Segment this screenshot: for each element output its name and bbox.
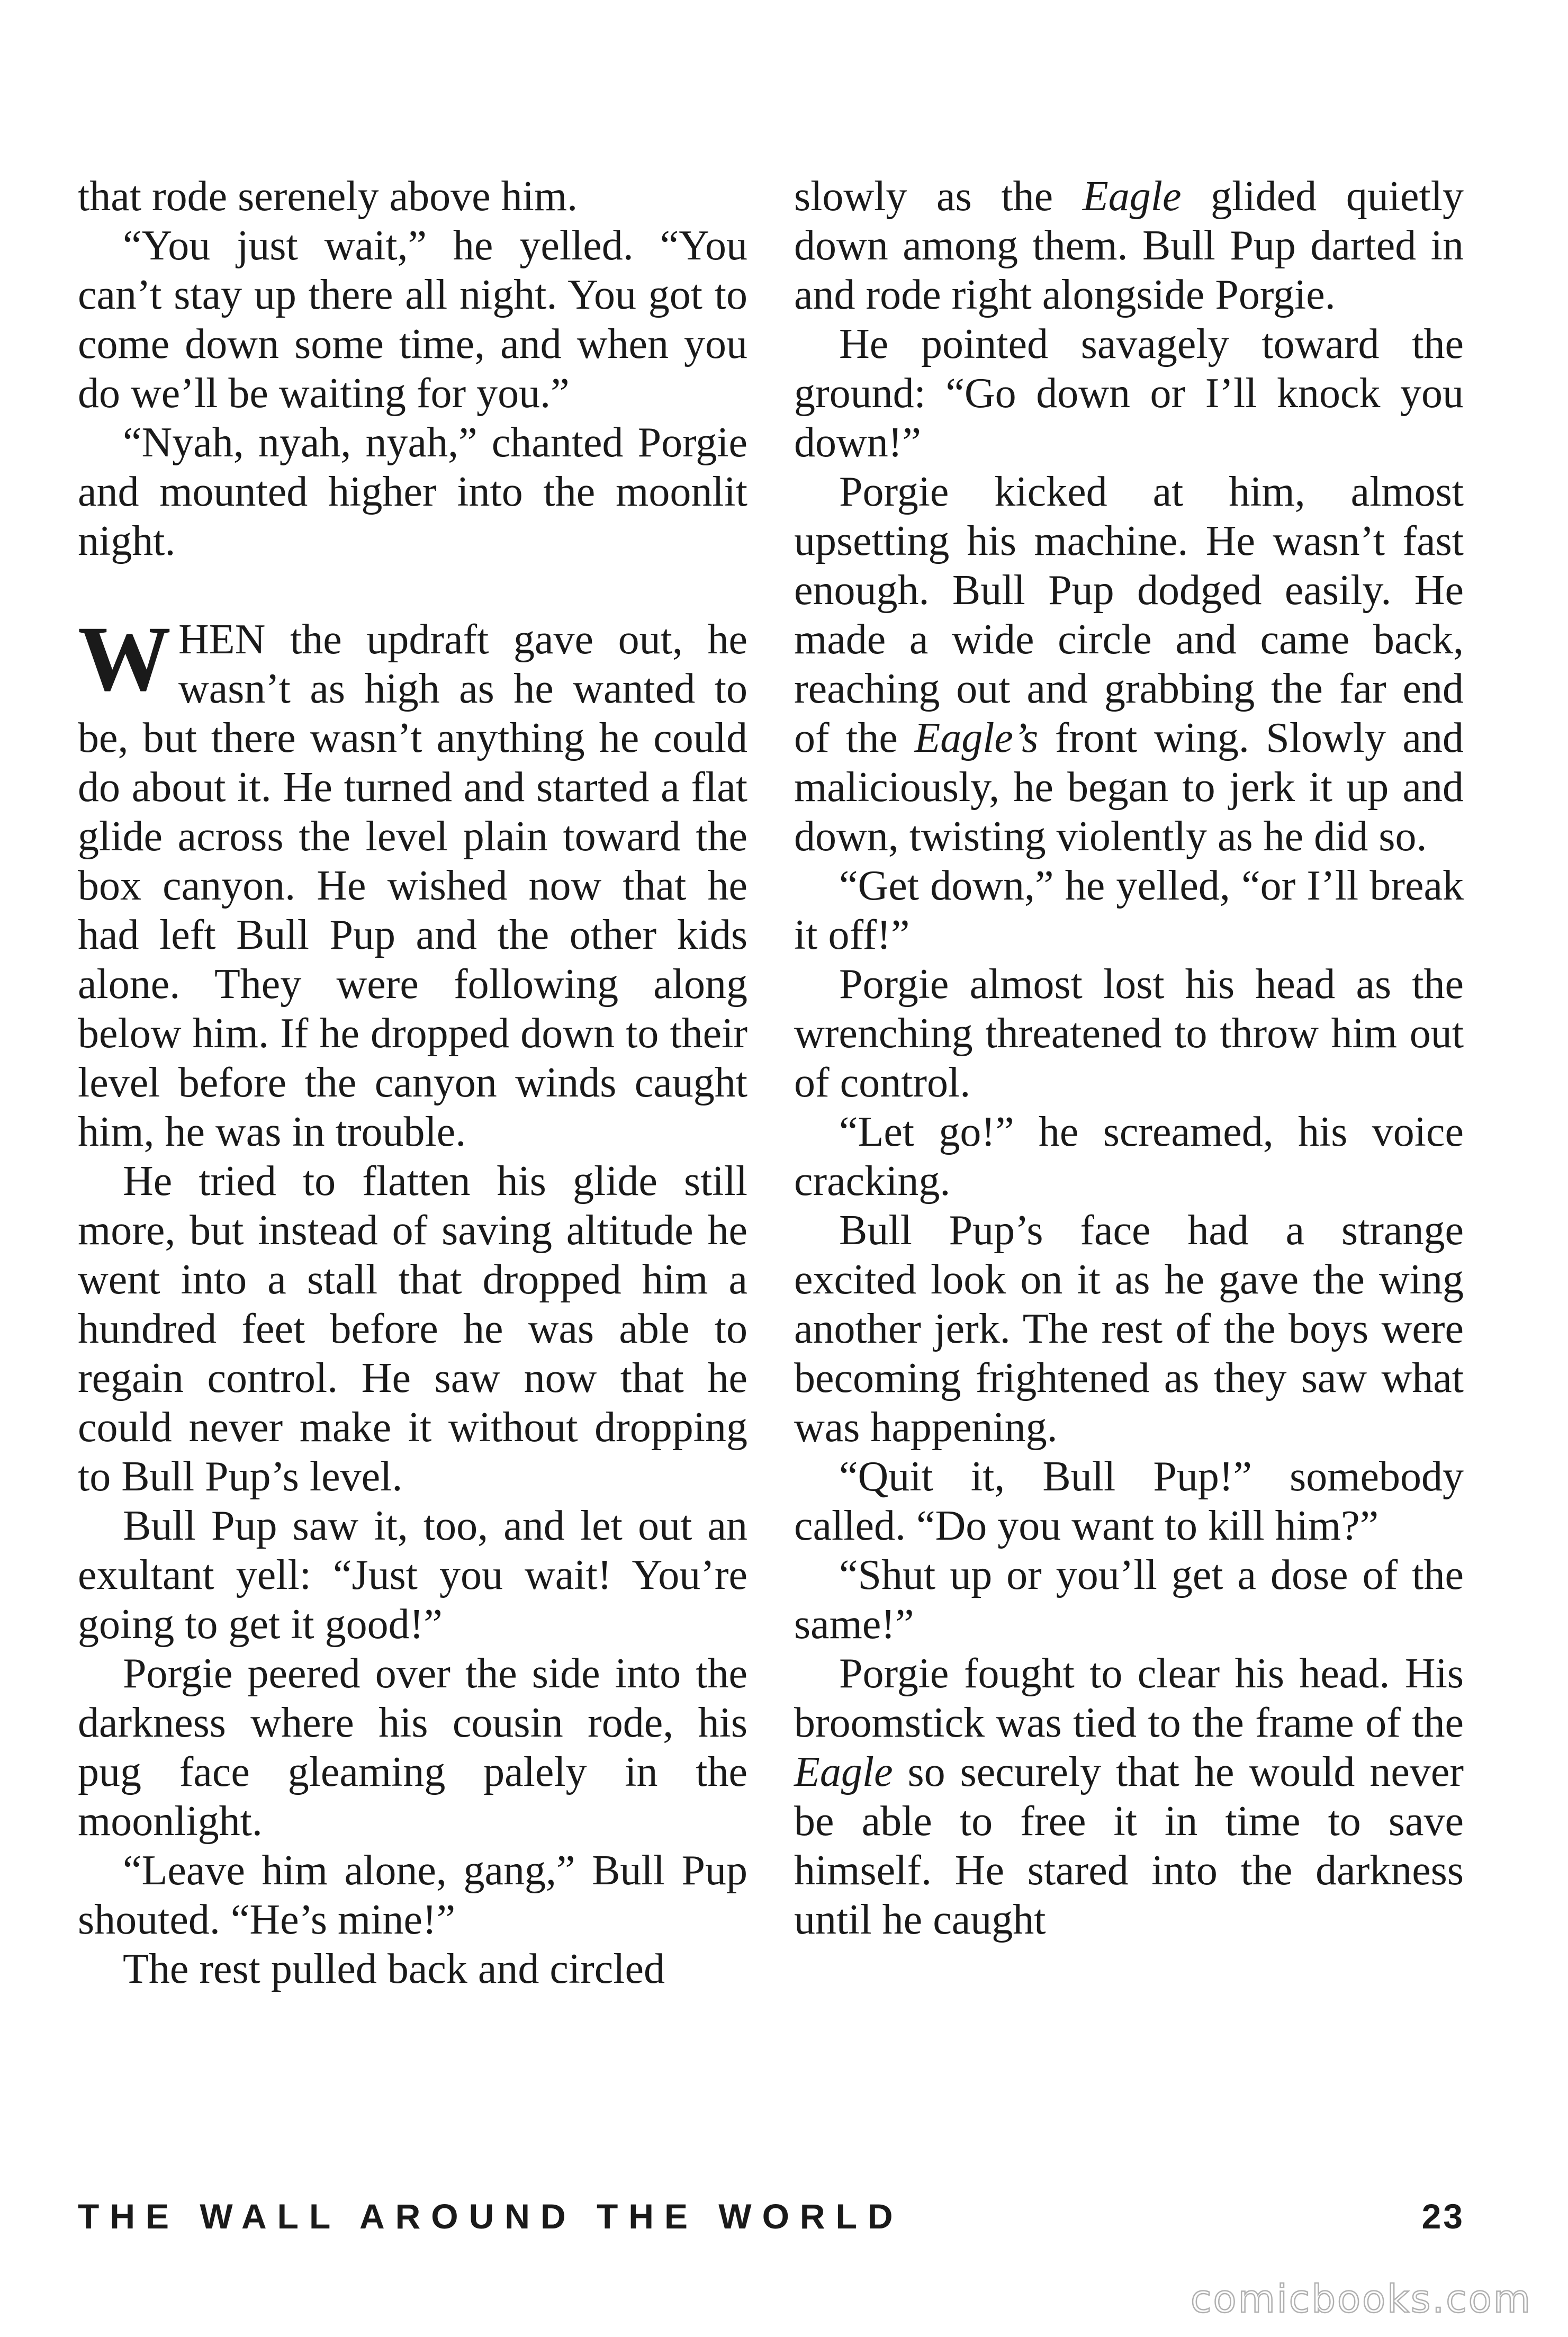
paragraph: “You just wait,” he yelled. “You can’t stay up there all night. You got to come down some time, and when you do we’ll be waiting for you.” bbox=[78, 222, 747, 417]
italic-ship-name: Eagle’s bbox=[914, 715, 1039, 761]
italic-ship-name: Eagle bbox=[794, 1749, 893, 1795]
text-run: glided quietly down among them. Bull Pup darted in and rode right alongside Porgie. bbox=[794, 173, 1464, 318]
running-footer bbox=[78, 2196, 1465, 2236]
left-column bbox=[78, 172, 747, 1994]
paragraph: He pointed savagely toward the ground: “Go down or I’ll knock you down!” bbox=[794, 321, 1464, 466]
text-run: so securely that he would never be able to free it in time to save himself. He stared into the darkness until he caught bbox=[794, 1749, 1464, 1943]
paragraph: “Shut up or you’ll get a dose of the same!” bbox=[794, 1552, 1464, 1648]
paragraph: “Leave him alone, gang,” Bull Pup shouted. “He’s mine!” bbox=[78, 1847, 747, 1943]
paragraph: Porgie almost lost his head as the wrenching threatened to throw him out of control. bbox=[794, 961, 1464, 1106]
right-column bbox=[794, 172, 1464, 1945]
text-run: Porgie kicked at him, almost upsetting his machine. He wasn’t fast enough. Bull Pup dodged easily. He made a wide circle and came back, reaching out and grabbing the far end of the bbox=[794, 469, 1464, 761]
paragraph bbox=[794, 1649, 1464, 1945]
paragraph: “Quit it, Bull Pup!” somebody called. “Do you want to kill him?” bbox=[794, 1453, 1464, 1549]
watermark: comicbooks.com bbox=[1190, 2277, 1532, 2321]
paragraph: that rode serenely above him. bbox=[78, 173, 578, 220]
paragraph: Bull Pup’s face had a strange excited look on it as he gave the wing another jerk. The rest of the boys were becoming frightened as they saw what was happening. bbox=[794, 1207, 1464, 1451]
paragraph-dropcap bbox=[78, 607, 747, 1157]
paragraph bbox=[794, 172, 1464, 320]
page-number: 23 bbox=[1421, 2197, 1465, 2236]
footer-title: THE WALL AROUND THE WORLD bbox=[78, 2197, 904, 2236]
text-run: Porgie fought to clear his head. His broomstick was tied to the frame of the bbox=[794, 1650, 1464, 1746]
text-run: slowly as the bbox=[794, 173, 1083, 220]
paragraph: “Let go!” he screamed, his voice cracking. bbox=[794, 1109, 1464, 1205]
paragraph: The rest pulled back and circled bbox=[123, 1946, 665, 1992]
paragraph bbox=[794, 468, 1464, 861]
drop-cap: W bbox=[78, 607, 171, 711]
paragraph: “Nyah, nyah, nyah,” chanted Porgie and mounted higher into the moonlit night. bbox=[78, 419, 747, 564]
paragraph-text: HEN the updraft gave out, he wasn’t as high as he wanted to be, but there wasn’t anything he could do about it. He turned and started a flat glide across the level plain toward the box canyon. He wished now that he had left Bull Pup and the other kids alone. They were following along below him. If he dropped down to their level before the canyon winds caught him, he was in trouble. bbox=[78, 616, 747, 1155]
paragraph: “Get down,” he yelled, “or I’ll break it off!” bbox=[794, 862, 1464, 958]
italic-ship-name: Eagle bbox=[1082, 173, 1182, 220]
text-run: front wing. Slowly and maliciously, he began to jerk it up and down, twisting violently as he did so. bbox=[794, 715, 1464, 860]
paragraph: Bull Pup saw it, too, and let out an exultant yell: “Just you wait! You’re going to get it good!” bbox=[78, 1503, 747, 1648]
paragraph: He tried to flatten his glide still more, but instead of saving altitude he went into a stall that dropped him a hundred feet before he was able to regain control. He saw now that he could never make it without dropping to Bull Pup’s level. bbox=[78, 1158, 747, 1500]
paragraph: Porgie peered over the side into the darkness where his cousin rode, his pug face gleaming palely in the moonlight. bbox=[78, 1650, 747, 1845]
